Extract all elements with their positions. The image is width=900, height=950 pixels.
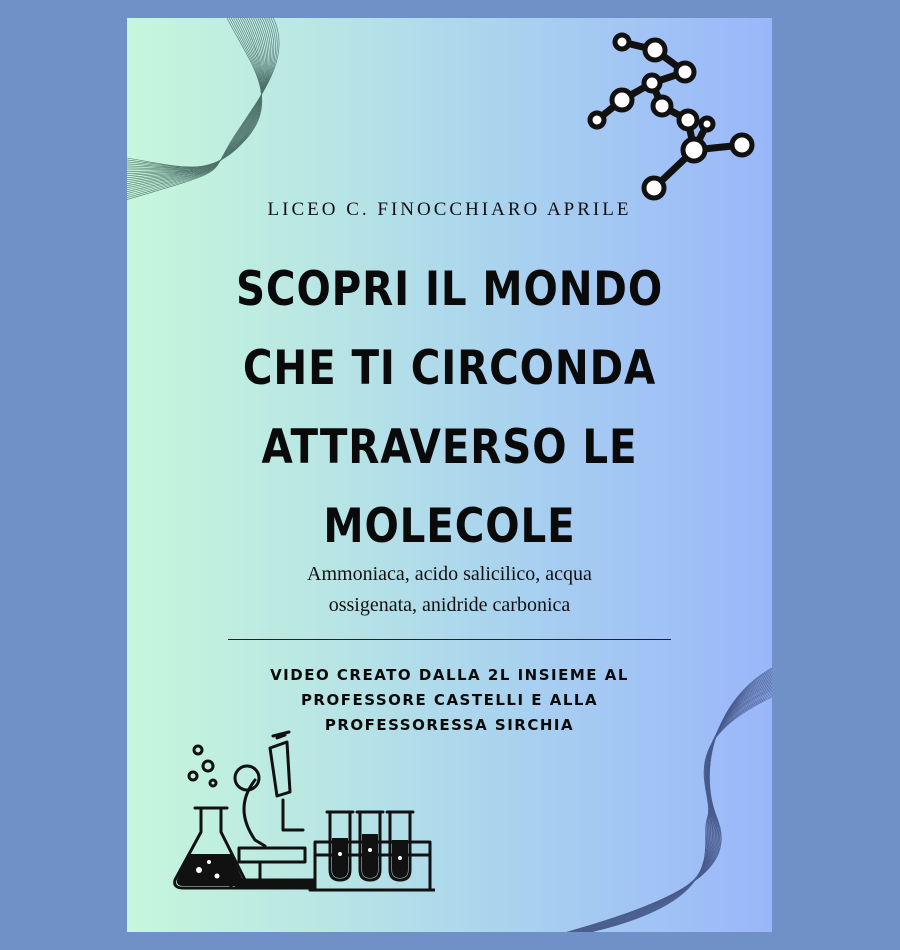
molecule-list: [127, 559, 772, 621]
subtitle-line: ossigenata, anidride carbonica: [328, 594, 571, 616]
molecule-icon: [582, 28, 772, 208]
title-line: SCOPRI IL MONDO: [235, 262, 664, 317]
laboratory-equipment-icon: [165, 730, 435, 900]
subtitle-line: Ammoniaca, acido salicilico, acqua: [307, 563, 592, 585]
poster-title: [172, 250, 727, 566]
wave-lines-bottom-icon: [567, 648, 772, 932]
wave-lines-top-icon: [127, 18, 287, 218]
credits-line: VIDEO CREATO DALLA 2L INSIEME AL: [270, 666, 629, 684]
school-name: LICEO C. FINOCCHIARO APRILE: [267, 199, 632, 220]
poster: [127, 18, 772, 932]
credits-line: PROFESSORESSA SIRCHIA: [324, 716, 575, 734]
title-line: ATTRAVERSO LE: [261, 420, 638, 475]
title-line: CHE TI CIRCONDA: [242, 341, 657, 396]
title-line: MOLECOLE: [323, 499, 576, 554]
credits-line: PROFESSORE CASTELLI E ALLA: [300, 691, 599, 709]
divider: [228, 639, 671, 640]
